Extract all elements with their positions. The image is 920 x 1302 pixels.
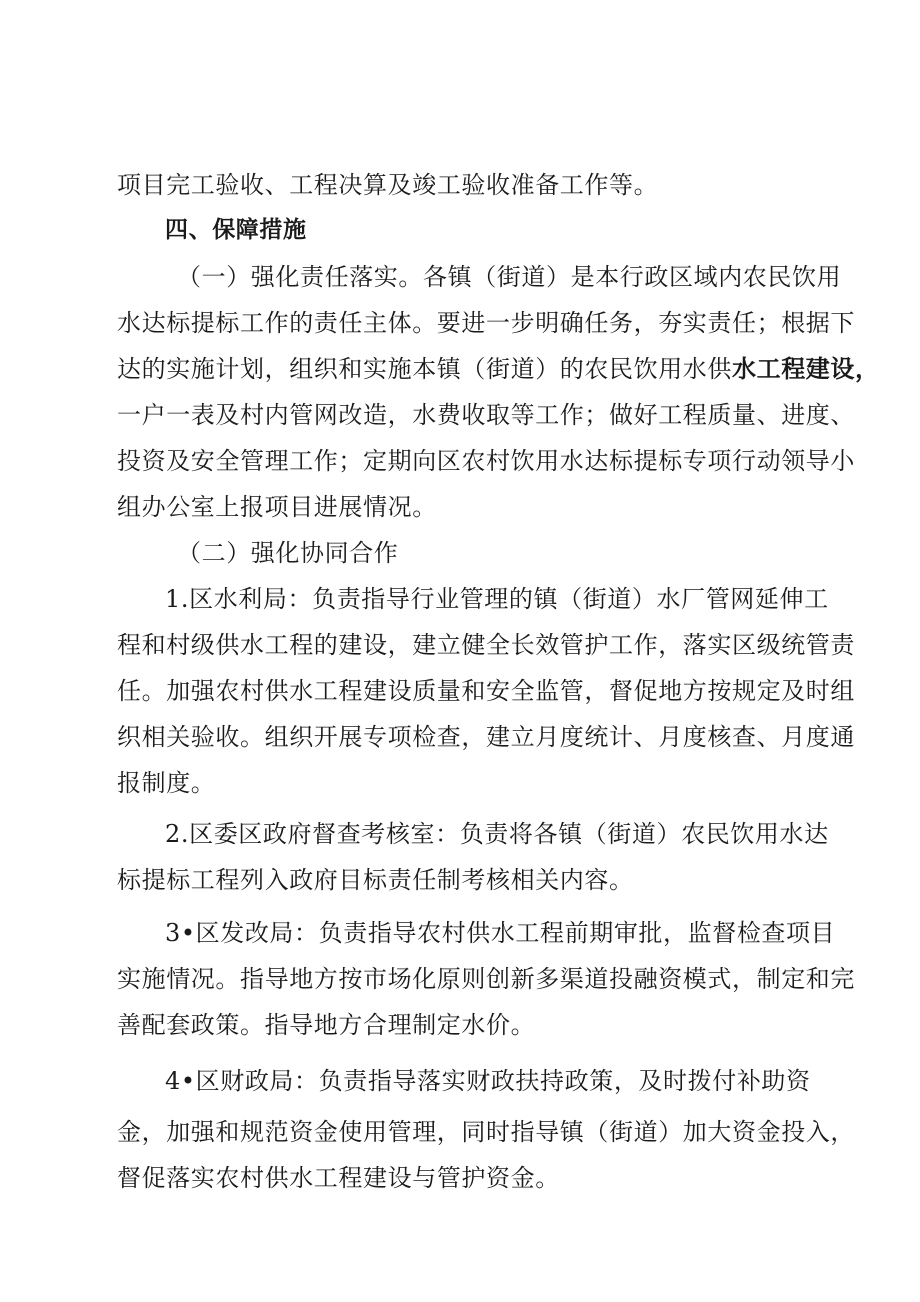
paragraph-line: 善配套政策。指导地方合理制定水价。	[117, 1011, 536, 1039]
paragraph-line: 织相关验收。组织开展专项检查，建立月度统计、月度核查、月度通	[117, 723, 855, 751]
paragraph-line: 水达标提标工作的责任主体。要进一步明确任务，夯实责任；根据下	[117, 309, 855, 337]
paragraph-line: 3•区发改局：负责指导农村供水工程前期审批，监督检查项目	[165, 919, 836, 947]
paragraph-line: （一）强化责任落实。各镇（街道）是本行政区域内农民饮用	[177, 263, 842, 291]
paragraph-line: 报制度。	[117, 769, 216, 797]
paragraph-line: 1.区水利局：负责指导行业管理的镇（街道）水厂管网延伸工	[165, 585, 829, 613]
paragraph-line	[117, 354, 880, 384]
paragraph-line: 程和村级供水工程的建设，建立健全长效管护工作，落实区级统管责	[117, 631, 855, 659]
paragraph-line: 2.区委区政府督查考核室：负责将各镇（街道）农民饮用水达	[165, 820, 829, 848]
emphasis-text: 水工程建设，	[732, 354, 880, 383]
paragraph-line: 金，加强和规范资金使用管理，同时指导镇（街道）加大资金投入，	[117, 1118, 855, 1146]
paragraph-line: 督促落实农村供水工程建设与管护资金。	[117, 1164, 560, 1192]
paragraph-line: 项目完工验收、工程决算及竣工验收准备工作等。	[117, 171, 659, 199]
paragraph-line: 4•区财政局：负责指导落实财政扶持政策，及时拨付补助资	[165, 1067, 811, 1095]
paragraph-text: 达的实施计划，组织和实施本镇（街道）的农民饮用水供	[117, 355, 732, 383]
paragraph-line: 实施情况。指导地方按市场化原则创新多渠道投融资模式，制定和完	[117, 965, 855, 993]
paragraph-line: 一户一表及村内管网改造，水费收取等工作；做好工程质量、进度、	[117, 401, 855, 429]
paragraph-line: 组办公室上报项目进展情况。	[117, 493, 437, 521]
section-heading: 四、保障措施	[165, 217, 307, 243]
subsection-heading: （二）强化协同合作	[177, 539, 399, 567]
paragraph-line: 任。加强农村供水工程建设质量和安全监管，督促地方按规定及时组	[117, 677, 855, 705]
paragraph-line: 标提标工程列入政府目标责任制考核相关内容。	[117, 866, 634, 894]
paragraph-line: 投资及安全管理工作；定期向区农村饮用水达标提标专项行动领导小	[117, 447, 855, 475]
